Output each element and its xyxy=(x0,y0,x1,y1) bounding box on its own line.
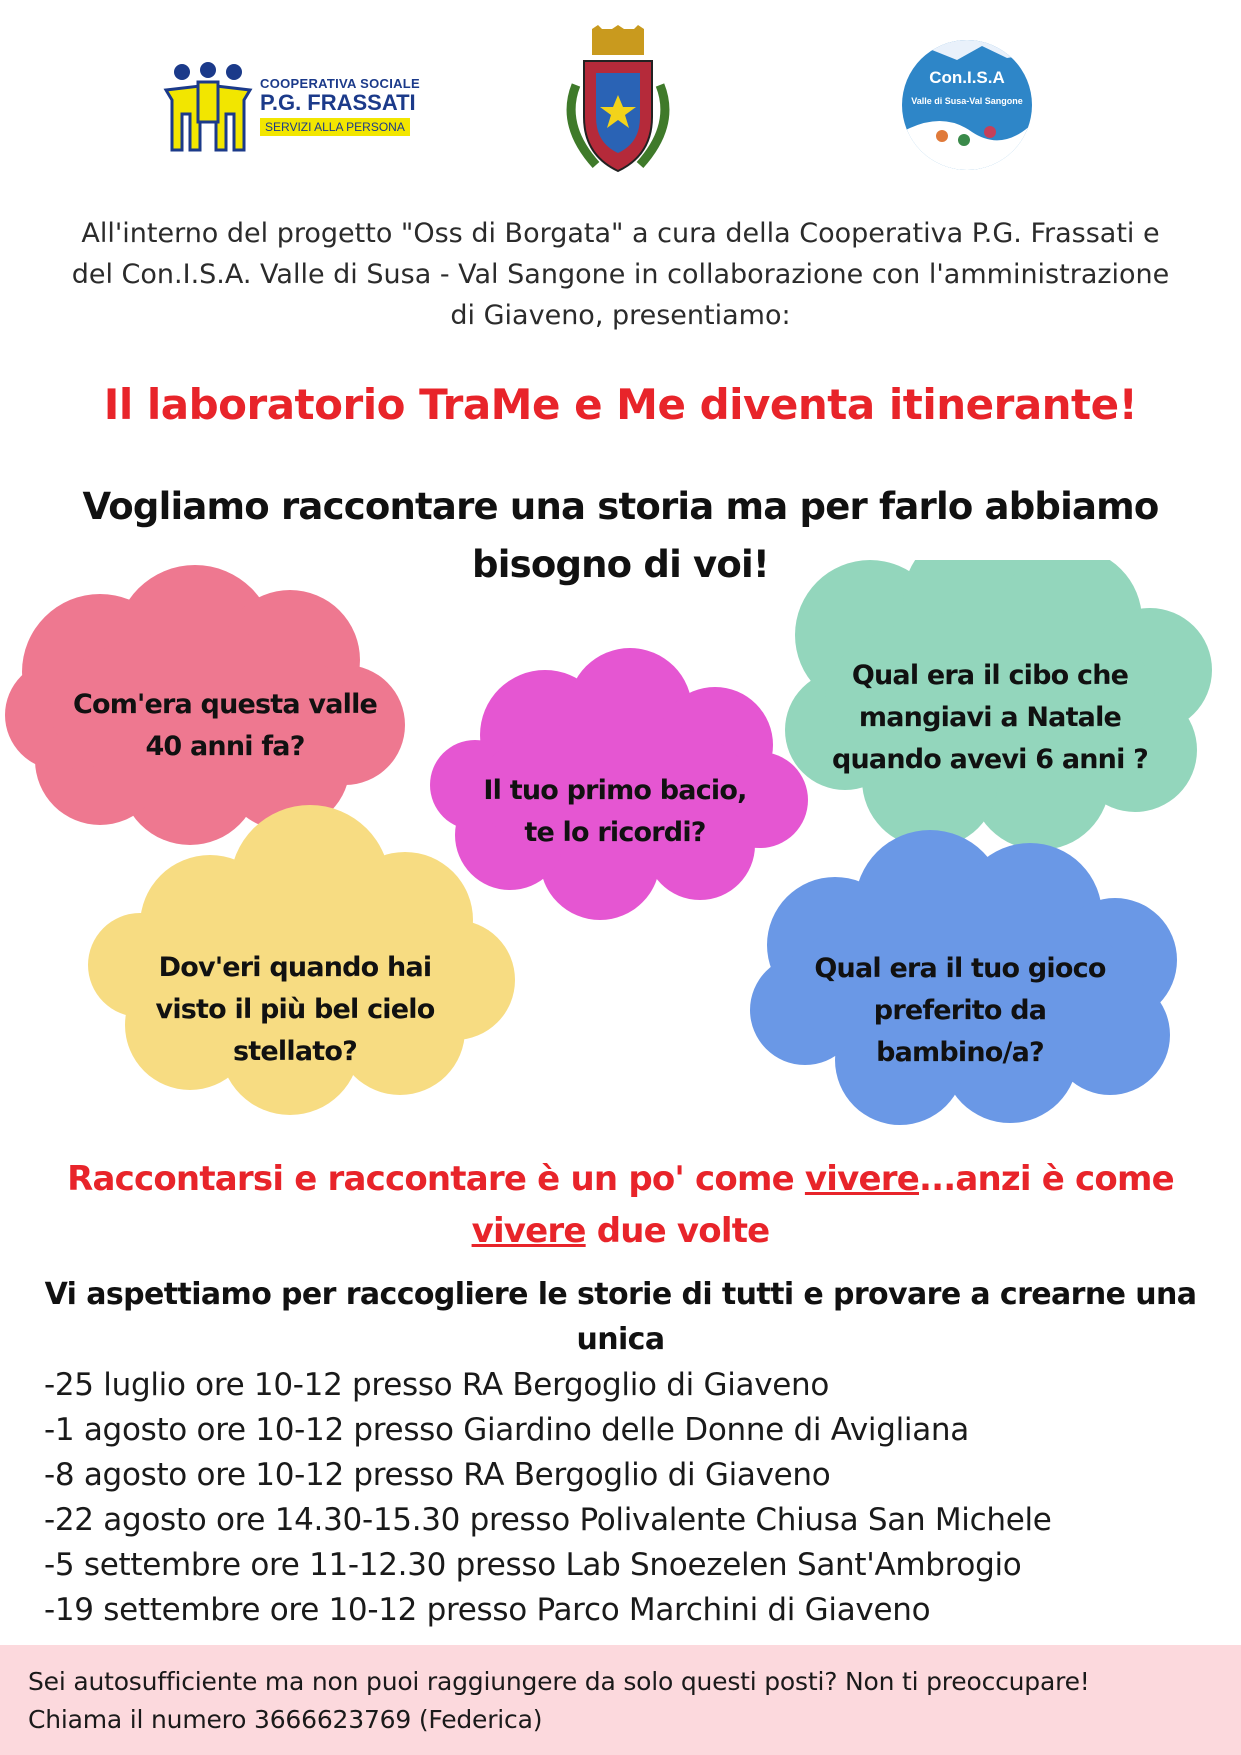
schedule-item: -5 settembre ore 11-12.30 presso Lab Snoezelen Sant'Ambrogio xyxy=(44,1547,1022,1583)
subheadline: Vogliamo raccontare una storia ma per farlo abbiamo bisogno di voi! xyxy=(82,485,1159,586)
bubble-question-1: Com'era questa valle 40 anni fa? xyxy=(72,689,378,762)
schedule-item: -25 luglio ore 10-12 presso RA Bergoglio di Giaveno xyxy=(44,1367,830,1403)
invite-text: Vi aspettiamo per raccogliere le storie di tutti e provare a crearne una unica xyxy=(44,1277,1197,1357)
schedule-item: -1 agosto ore 10-12 presso Giardino delle Donne di Avigliana xyxy=(44,1412,969,1448)
footer-line-1: Sei autosufficiente ma non puoi raggiungere da solo questi posti? Non ti preoccupare! xyxy=(28,1667,1090,1696)
schedule-item: -8 agosto ore 10-12 presso RA Bergoglio di Giaveno xyxy=(44,1457,831,1493)
motto-part-3: due volte xyxy=(585,1211,770,1251)
schedule-item: -19 settembre ore 10-12 presso Parco Marchini di Giaveno xyxy=(44,1592,931,1628)
giaveno-crest-icon xyxy=(556,25,680,177)
footer-banner xyxy=(0,1645,1241,1755)
conisa-logo-name: Con.I.S.A xyxy=(929,68,1005,87)
bubble-question-2: Il tuo primo bacio, te lo ricordi? xyxy=(483,775,747,848)
bubble-question-3: Qual era il cibo che mangiavi a Natale quando avevi 6 anni ? xyxy=(831,660,1149,775)
footer-phone: Chiama il numero 3666623769 (Federica) xyxy=(28,1705,543,1734)
motto xyxy=(20,1153,1221,1257)
bubble-question-5: Qual era il tuo gioco preferito da bambino/a? xyxy=(814,953,1106,1068)
conisa-logo xyxy=(902,40,1032,170)
motto-part-2: ...anzi è come xyxy=(918,1159,1174,1199)
frassati-logo-line2: P.G. FRASSATI xyxy=(260,90,416,115)
schedule-list xyxy=(44,1363,1224,1633)
headline: Il laboratorio TraMe e Me diventa itinerante! xyxy=(103,380,1138,429)
motto-underlined-1: vivere xyxy=(804,1159,919,1199)
bubble-question-4: Dov'eri quando hai visto il più bel cielo stellato? xyxy=(155,952,435,1067)
frassati-figures-icon xyxy=(160,60,256,155)
intro-paragraph: All'interno del progetto "Oss di Borgata" a cura della Cooperativa P.G. Frassati e del Con.I.S.A. Valle di Susa - Val Sangone in collaborazione con l'amministrazione di Giaveno, presentiamo: xyxy=(71,218,1170,331)
frassati-logo-line1: COOPERATIVA SOCIALE xyxy=(260,76,421,91)
motto-underlined-2: vivere xyxy=(471,1211,586,1251)
motto-part-1: Raccontarsi e raccontare è un po' come xyxy=(67,1159,805,1199)
conisa-logo-sub: Valle di Susa-Val Sangone xyxy=(911,96,1023,106)
frassati-logo xyxy=(160,60,430,155)
schedule-item: -22 agosto ore 14.30-15.30 presso Polivalente Chiusa San Michele xyxy=(44,1502,1052,1538)
frassati-logo-line3: SERVIZI ALLA PERSONA xyxy=(260,118,410,136)
